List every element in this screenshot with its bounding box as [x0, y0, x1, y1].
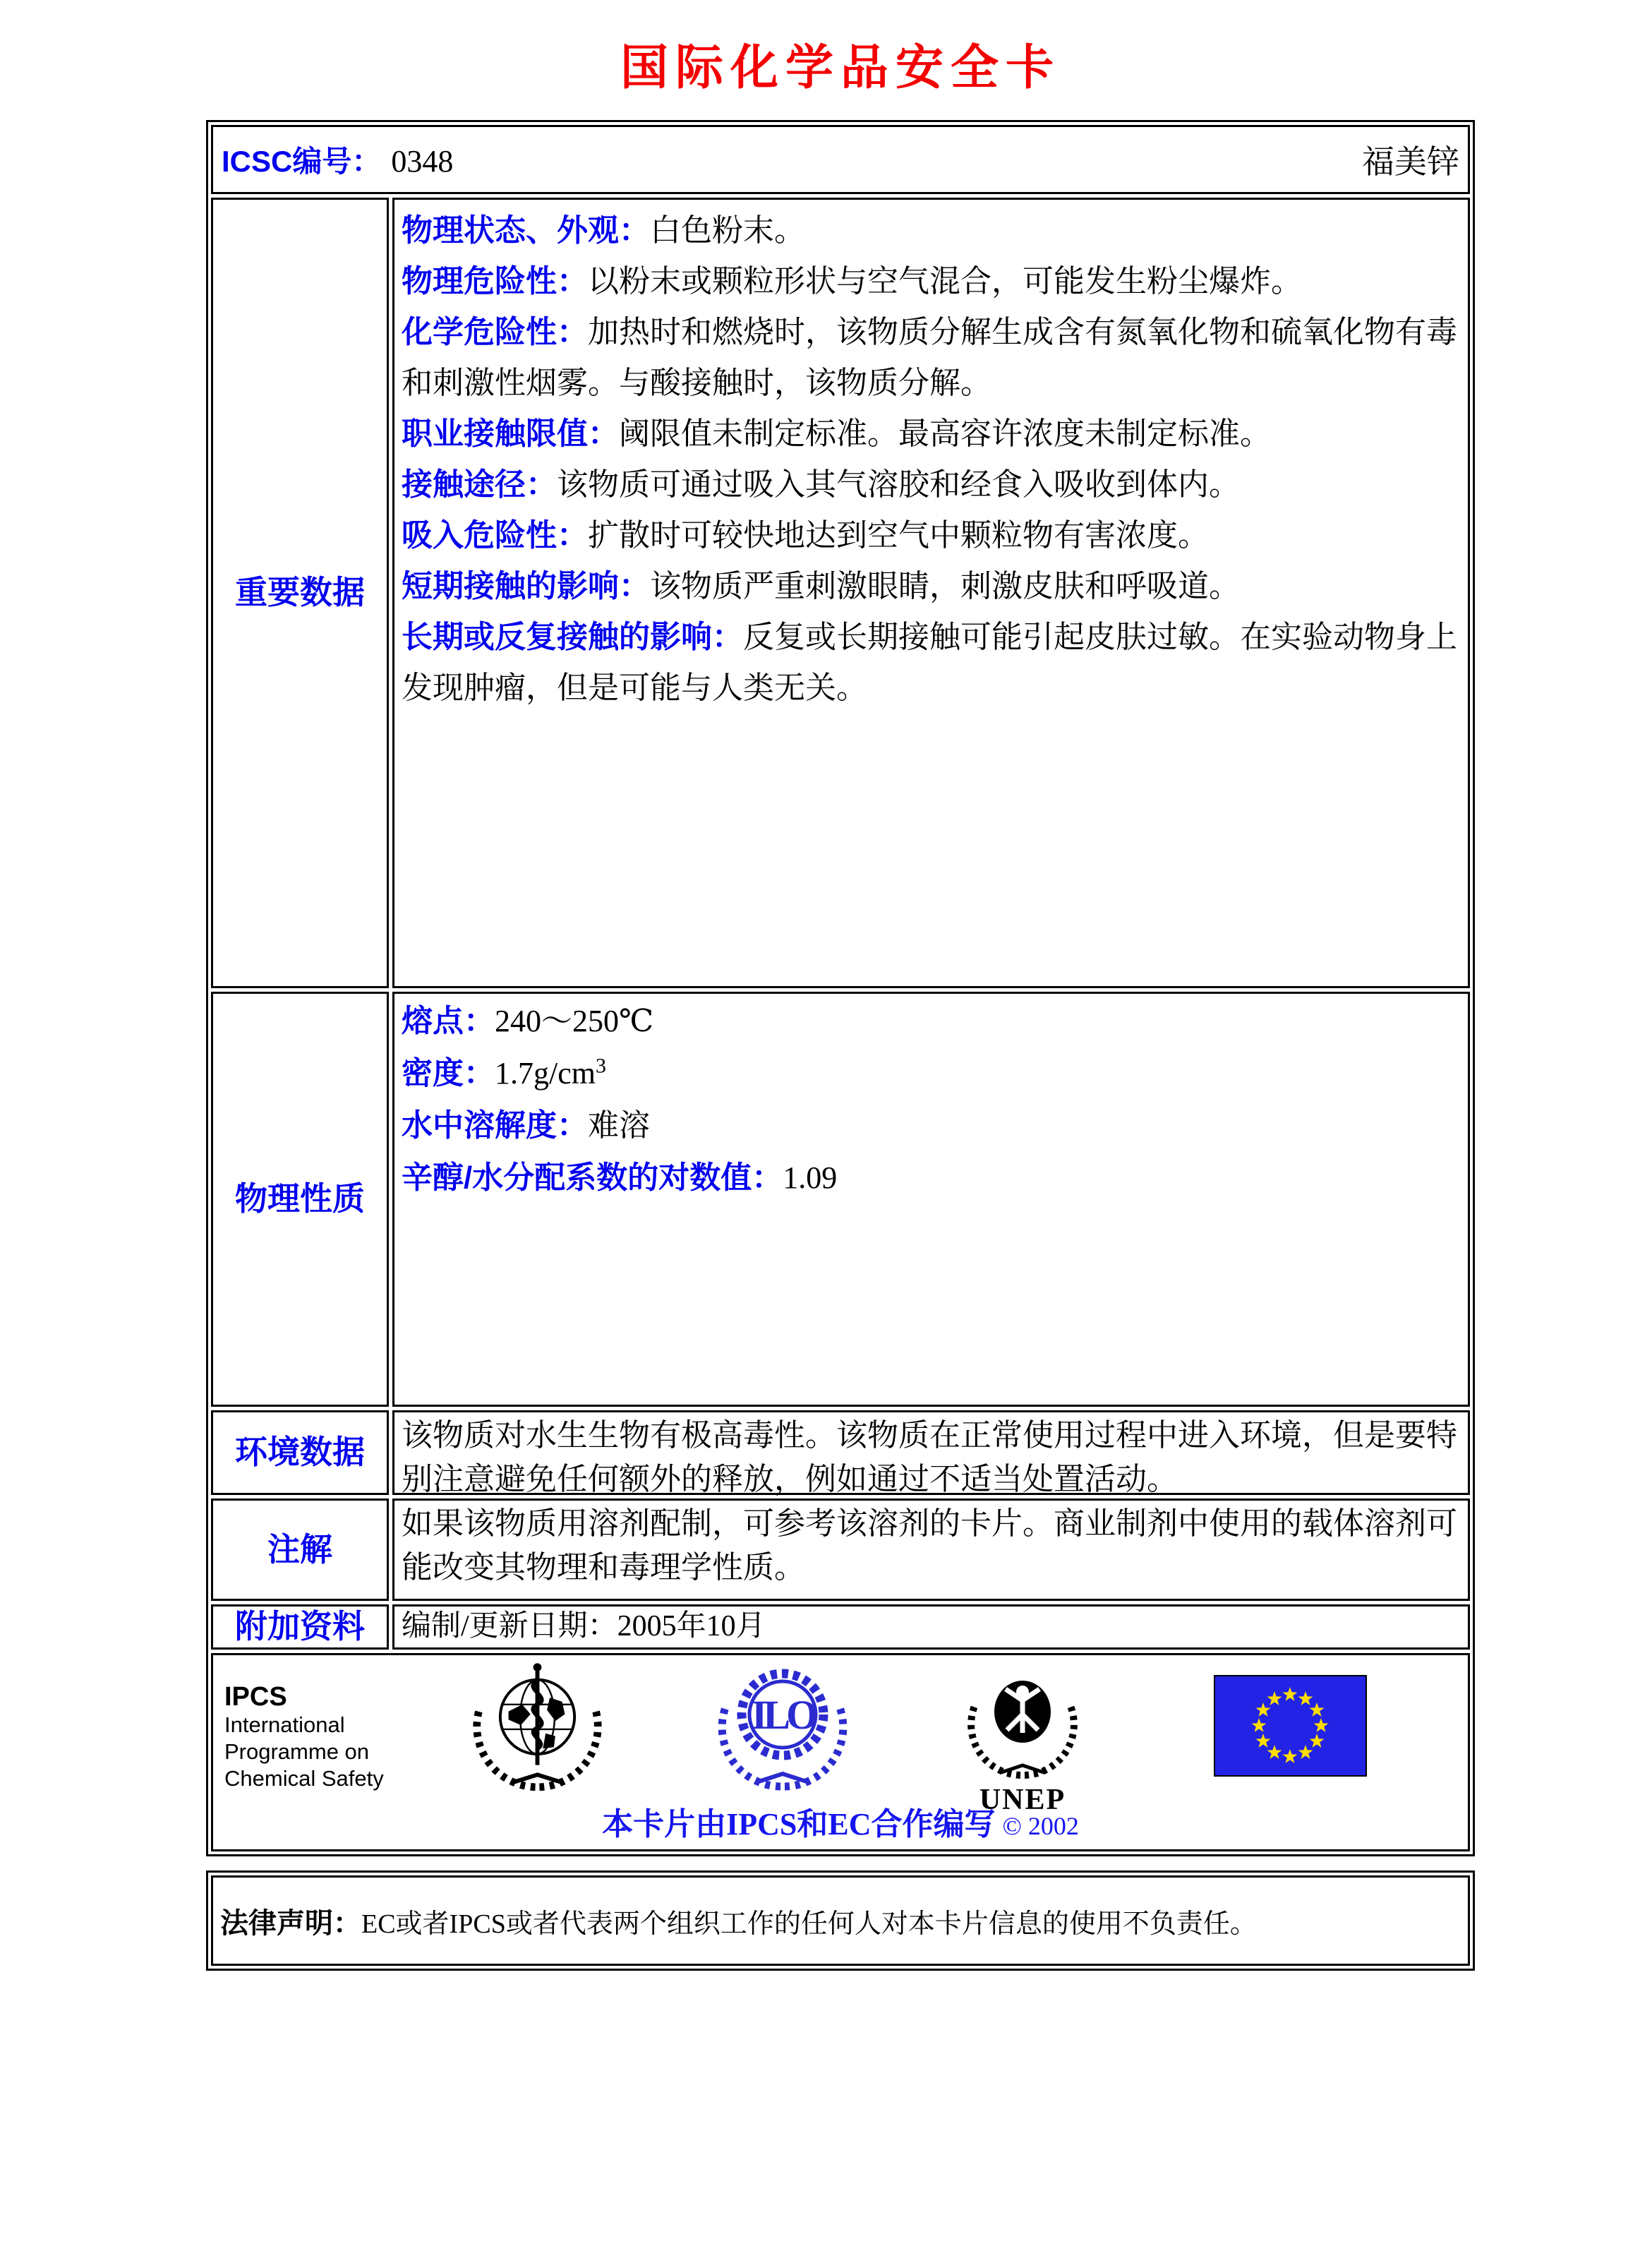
- section-environmental-data: [211, 1410, 1470, 1495]
- section-physical-properties: [211, 992, 1470, 1407]
- field-density: 密度：$1.7g/cm^3$: [402, 1054, 606, 1091]
- field-exposure-route: 接触途径：该物质可通过吸入其气溶胶和经食入吸收到体内。: [402, 467, 1240, 502]
- eu-flag-icon: [1214, 1675, 1367, 1780]
- section-content-notes: 如果该物质用溶剂配制，可参考该溶剂的卡片。商业制剂中使用的载体溶剂可能改变其物理和毒理学性质。: [392, 1499, 1470, 1601]
- section-label-environmental-data: 环境数据: [211, 1410, 389, 1495]
- legal-statement: [211, 1875, 1470, 1966]
- copyright-notice: © 2002: [1002, 1812, 1079, 1840]
- field-physical-state: 物理状态、外观：白色粉末。: [402, 213, 805, 248]
- who-logo-icon: [469, 1661, 606, 1797]
- unep-logo-block: [963, 1668, 1083, 1817]
- icsc-number-group: [222, 138, 453, 181]
- field-melting-point: 熔点：240～250℃: [402, 1004, 654, 1038]
- unep-logo-icon: [966, 1668, 1079, 1779]
- section-additional-information: [211, 1604, 1470, 1650]
- svg-text:ILO: ILO: [751, 1692, 814, 1738]
- ipcs-acronym: IPCS: [224, 1682, 287, 1712]
- legal-statement-label: 法律声明：: [220, 1907, 361, 1939]
- legal-statement-text: EC或者IPCS或者代表两个组织工作的任何人对本卡片信息的使用不负责任。: [361, 1909, 1257, 1939]
- field-long-term-effects: 长期或反复接触的影响：反复或长期接触可能引起皮肤过敏。在实验动物身上发现肿瘤，但是可能与人类无关。: [402, 620, 1457, 705]
- field-inhalation-risk: 吸入危险性：扩散时可较快地达到空气中颗粒物有害浓度。: [402, 518, 1209, 553]
- section-label-notes: 注解: [211, 1499, 389, 1601]
- field-occupational-limit: 职业接触限值：阈限值未制定标准。最高容许浓度未制定标准。: [402, 416, 1271, 451]
- section-content-environmental-data: 该物质对水生生物有极高毒性。该物质在正常使用过程中进入环境，但是要特别注意避免任何额外的释放，例如通过不适当处置活动。: [392, 1410, 1470, 1495]
- header-cell: [211, 125, 1470, 194]
- section-label-additional-information: 附加资料: [211, 1604, 389, 1650]
- section-content-important-data: [392, 198, 1470, 988]
- section-notes: [211, 1499, 1470, 1601]
- field-short-term-effects: 短期接触的影响：该物质严重刺激眼睛，刺激皮肤和呼吸道。: [402, 569, 1240, 603]
- field-chemical-hazard: 化学危险性：加热时和燃烧时，该物质分解生成含有氮氧化物和硫氧化物有毒和刺激性烟雾。与酸接触时，该物质分解。: [402, 315, 1457, 400]
- icsc-number-value: 0348: [391, 144, 454, 179]
- ipcs-text-block: IPCS International Programme on Chemical Safety: [224, 1682, 384, 1791]
- field-physical-hazard: 物理危险性：以粉末或颗粒形状与空气混合，可能发生粉尘爆炸。: [402, 264, 1302, 299]
- field-water-solubility: 水中溶解度：难溶: [402, 1108, 650, 1143]
- section-label-important-data: 重要数据: [211, 198, 389, 988]
- field-log-pow: 辛醇/水分配系数的对数值：1.09: [402, 1160, 838, 1195]
- unep-label: UNEP: [979, 1784, 1066, 1816]
- substance-name: 福美锌: [1362, 144, 1459, 180]
- footer-caption: 本卡片由IPCS和EC合作编写 © 2002: [602, 1807, 1079, 1842]
- section-label-physical-properties: 物理性质: [211, 992, 389, 1407]
- footer-logos-row: [211, 1653, 1470, 1851]
- page-title: 国际化学品安全卡: [620, 41, 1061, 95]
- header-row: [211, 125, 1470, 194]
- section-important-data: [211, 198, 1470, 988]
- footer-logos-cell: [211, 1653, 1470, 1851]
- legal-card: [206, 1870, 1475, 1971]
- section-content-additional-information: 编制/更新日期：2005年10月: [392, 1604, 1470, 1650]
- ilo-logo-icon: [716, 1664, 850, 1794]
- icsc-card: [206, 120, 1475, 1856]
- section-content-physical-properties: [392, 992, 1470, 1407]
- icsc-number-label: ICSC编号：: [222, 145, 382, 178]
